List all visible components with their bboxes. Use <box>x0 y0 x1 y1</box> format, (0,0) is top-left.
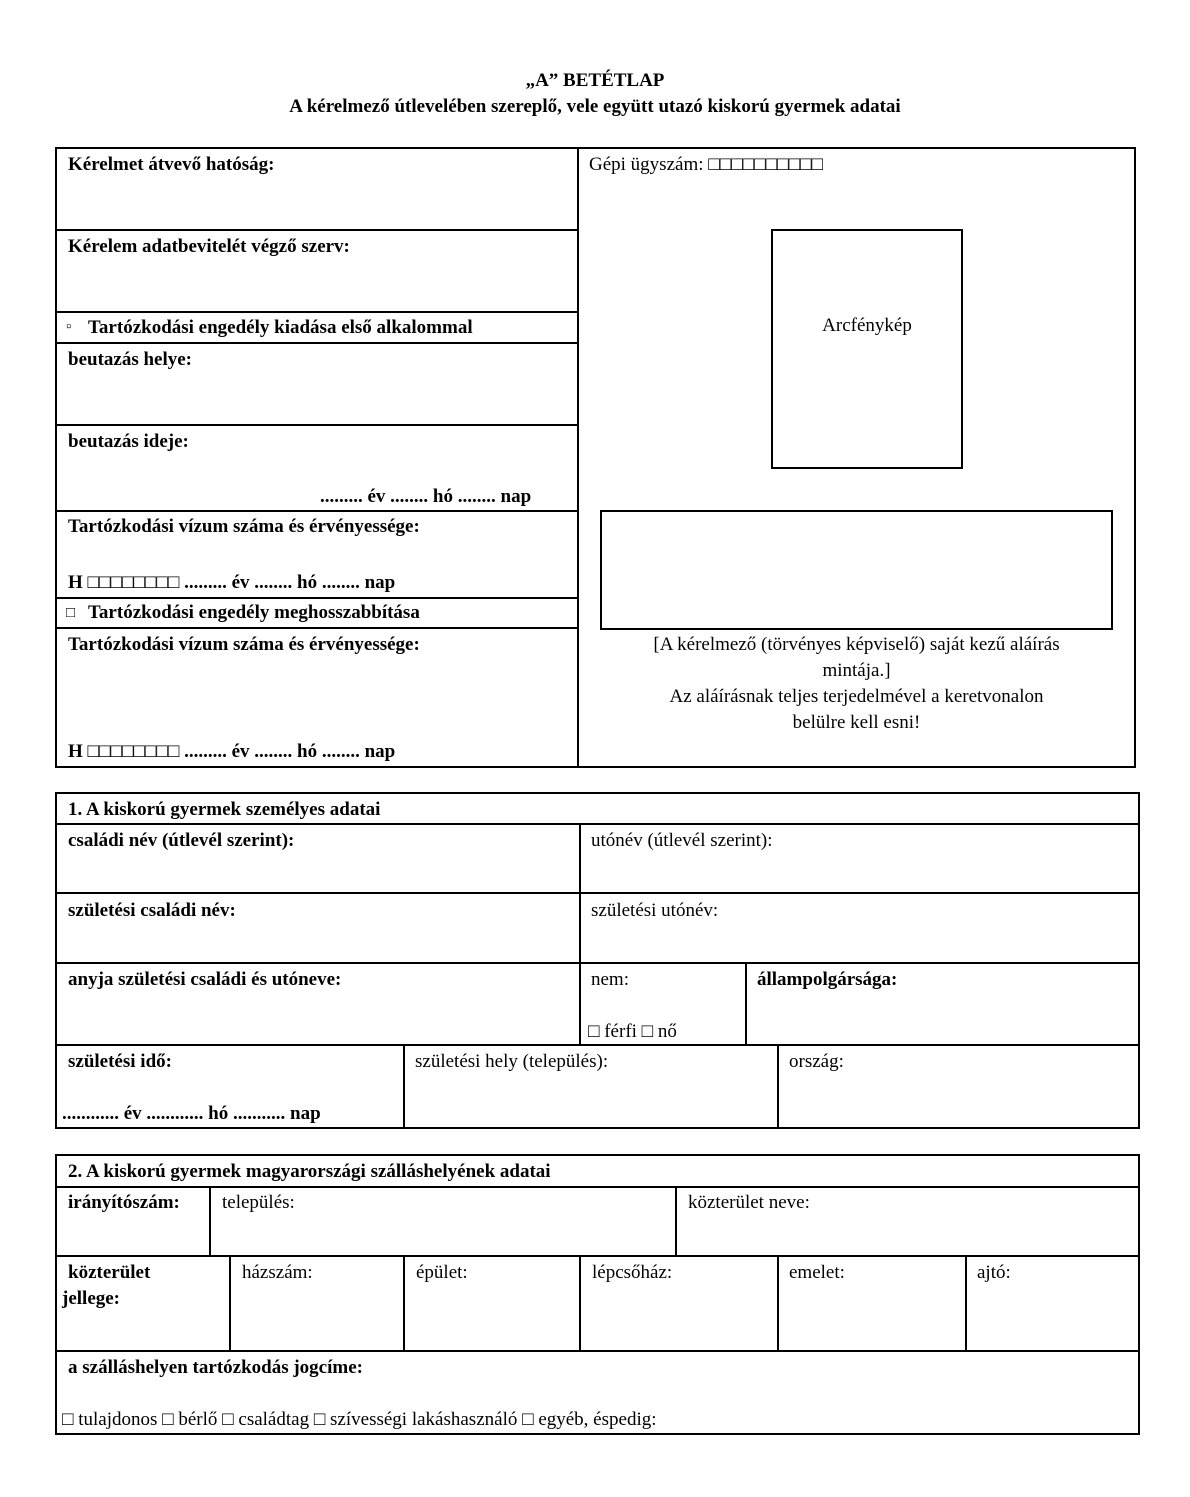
form-title: „A” BETÉTLAP <box>525 70 665 91</box>
family-name-label: családi név (útlevél szerint): <box>68 830 295 851</box>
given-name-label: utónév (útlevél szerint): <box>591 830 773 851</box>
extension-checkbox[interactable]: □ <box>66 605 76 621</box>
entry-time-label: beutazás ideje: <box>68 431 189 452</box>
street-name-label: közterület neve: <box>688 1192 810 1213</box>
signature-note-1: [A kérelmező (törvényes képviselő) saját kezű aláírás <box>653 634 1060 655</box>
birth-date-label: születési idő: <box>68 1051 172 1072</box>
legal-basis-label: a szálláshelyen tartózkodás jogcíme: <box>68 1357 363 1378</box>
first-permit-checkbox[interactable]: ▫ <box>66 319 72 335</box>
floor-label: emelet: <box>789 1262 845 1283</box>
visa-1-label: Tartózkodási vízum száma és érvényessége: <box>68 516 420 537</box>
birth-place-label: születési hely (település): <box>415 1051 609 1072</box>
section2-frame <box>55 1154 1140 1435</box>
legal-basis-options[interactable]: □ tulajdonos □ bérlő □ családtag □ szívességi lakáshasználó □ egyéb, éspedig: <box>62 1409 657 1430</box>
birth-family-name-label: születési családi név: <box>68 900 236 921</box>
settlement-label: település: <box>222 1192 295 1213</box>
extension-label: Tartózkodási engedély meghosszabbítása <box>88 602 420 623</box>
receiving-authority-label: Kérelmet átvevő hatóság: <box>68 154 275 175</box>
house-number-label: házszám: <box>242 1262 313 1283</box>
entry-place-label: beutazás helye: <box>68 349 193 370</box>
door-label: ajtó: <box>977 1262 1011 1283</box>
citizenship-label: állampolgársága: <box>757 969 898 990</box>
case-number: Gépi ügyszám: □□□□□□□□□□ <box>589 154 824 175</box>
staircase-label: lépcsőház: <box>592 1262 673 1283</box>
birth-given-name-label: születési utónév: <box>591 900 719 921</box>
country-label: ország: <box>789 1051 844 1072</box>
form-subtitle: A kérelmező útlevelében szereplő, vele együtt utazó kiskorú gyermek adatai <box>289 96 901 117</box>
photo-label: Arcfénykép <box>822 315 912 336</box>
building-label: épület: <box>416 1262 468 1283</box>
visa-2-number: H □□□□□□□□ ......... év ........ hó ........ nap <box>68 741 396 762</box>
first-permit-label: Tartózkodási engedély kiadása első alkalommal <box>88 317 473 338</box>
birth-date-value: ............ év ............ hó ........... nap <box>62 1103 321 1124</box>
signature-note-4: belülre kell esni! <box>792 712 921 733</box>
data-entry-body-label: Kérelem adatbevitelét végző szerv: <box>68 236 350 257</box>
sex-label: nem: <box>591 969 629 990</box>
section2-heading: 2. A kiskorú gyermek magyarországi szálláshelyének adatai <box>68 1161 551 1182</box>
street-type-label-2: jellege: <box>62 1288 121 1309</box>
postcode-label: irányítószám: <box>68 1192 180 1213</box>
photo-box <box>771 229 963 469</box>
visa-1-number: H □□□□□□□□ ......... év ........ hó ........ nap <box>68 572 396 593</box>
visa-2-label: Tartózkodási vízum száma és érvényessége: <box>68 634 420 655</box>
signature-note-2: mintája.] <box>822 660 891 681</box>
signature-box[interactable] <box>600 510 1113 630</box>
signature-note-3: Az aláírásnak teljes terjedelmével a keretvonalon <box>669 686 1044 707</box>
street-type-label-1: közterület <box>68 1262 151 1283</box>
entry-time-date: ......... év ........ hó ........ nap <box>320 486 532 507</box>
sex-options[interactable]: □ férfi □ nő <box>588 1021 677 1042</box>
section1-heading: 1. A kiskorú gyermek személyes adatai <box>68 799 381 820</box>
mother-name-label: anyja születési családi és utóneve: <box>68 969 342 990</box>
